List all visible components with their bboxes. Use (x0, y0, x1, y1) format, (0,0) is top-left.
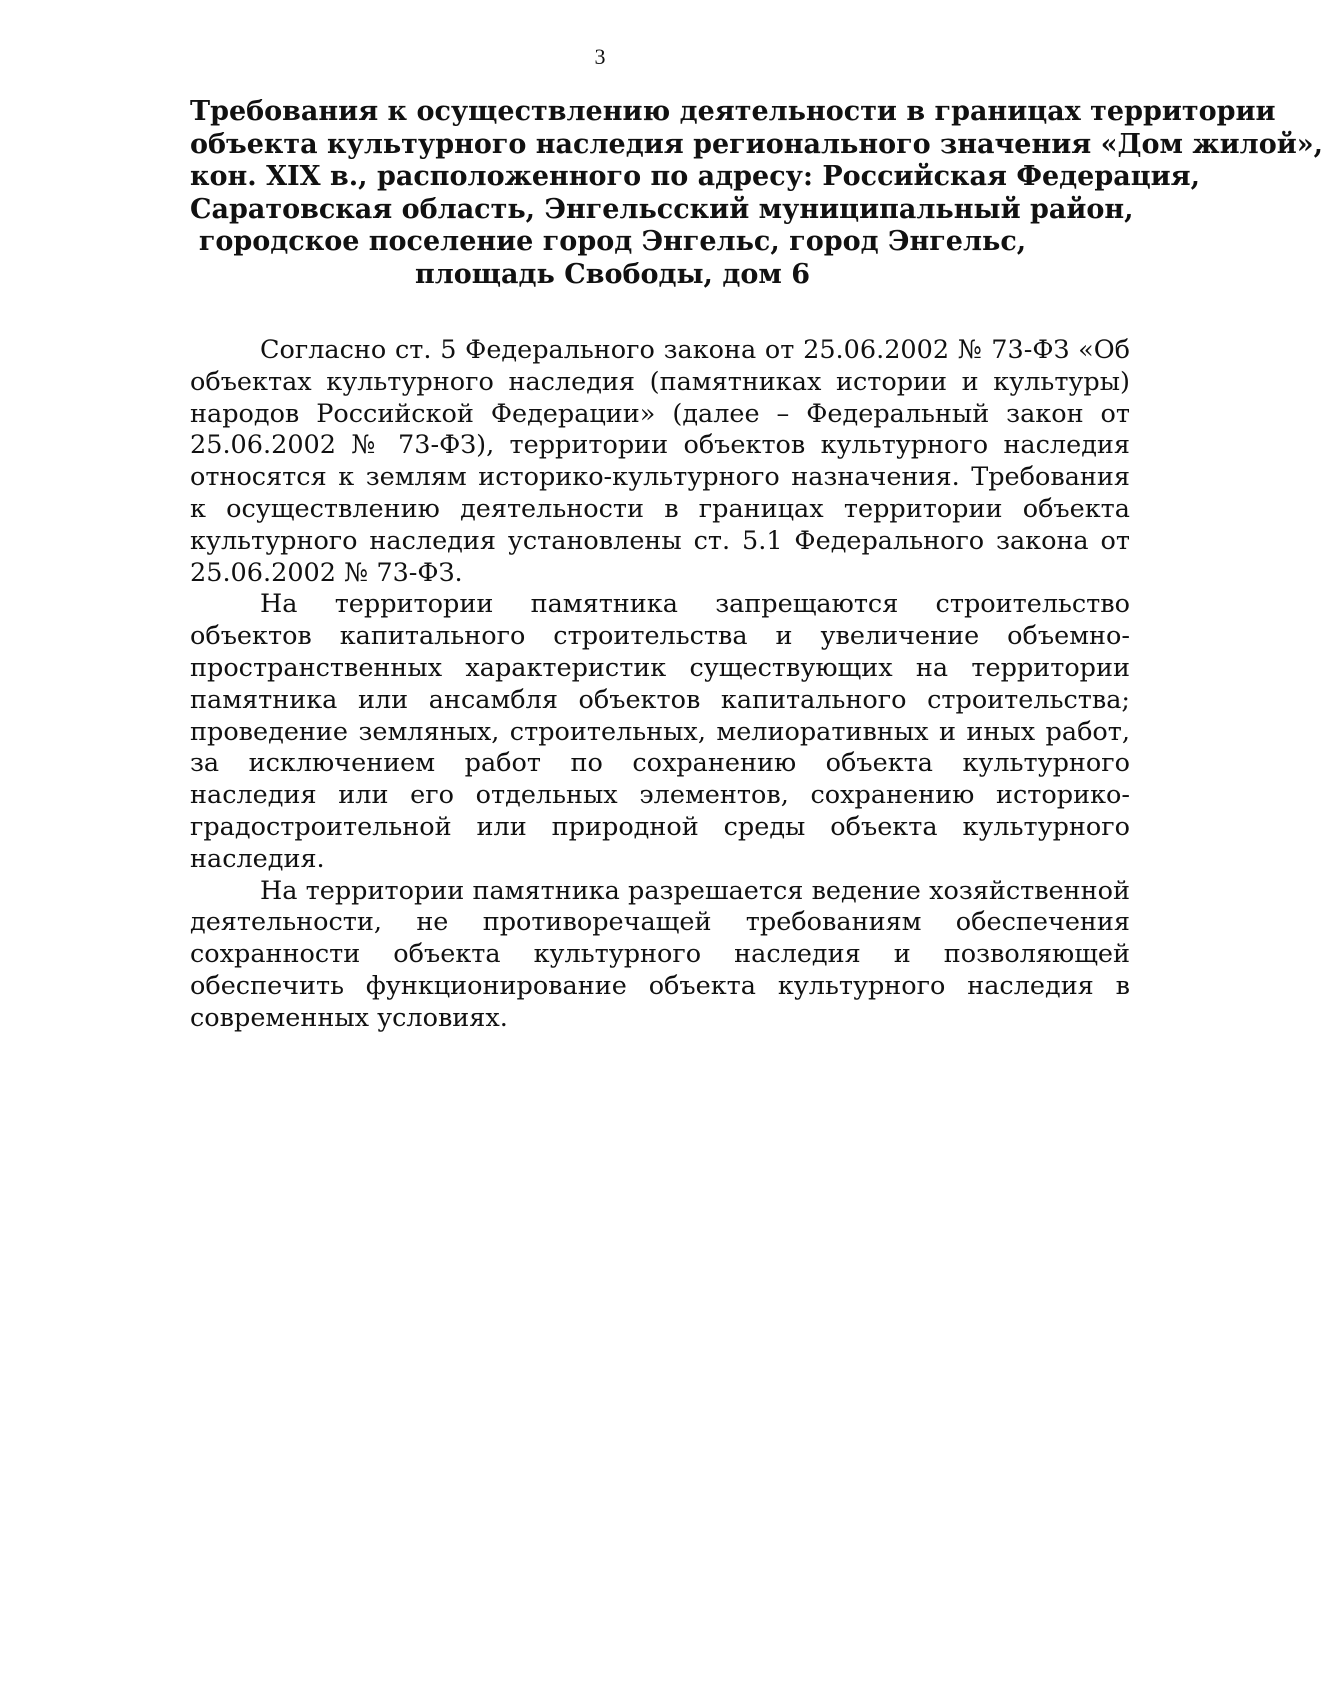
title-line: объекта культурного наследия регионального значения «Дом жилой», (190, 128, 1323, 160)
paragraph: На территории памятника запрещаются строительство объектов капитального строительства и увеличение объемно-пространственных характеристик существующих на территории памятника или ансамбля объектов капитального строительства; проведение земляных, строительных, мелиоративных и иных работ, за исключением работ по сохранению объекта культурного наследия или его отдельных элементов, сохранению историко-градостроительной или природной среды объекта культурного наследия. (190, 589, 1130, 874)
document-body (190, 335, 1130, 1035)
page-number: 3 (594, 44, 606, 69)
paragraph: На территории памятника разрешается ведение хозяйственной деятельности, не противоречащей требованиям обеспечения сохранности объекта культурного наследия и позволяющей обеспечить функционирование объекта культурного наследия в современных условиях. (190, 875, 1130, 1033)
title-line: городское поселение город Энгельс, город Энгельс, (198, 226, 1027, 258)
paragraph: Согласно ст. 5 Федерального закона от 25.06.2002 № 73-ФЗ «Об объектах культурного наследия (памятниках истории и культуры) народов Российской Федерации» (далее – Федеральный закон от 25.06.2002 № 73-ФЗ), территории объектов культурного наследия относятся к землям историко-культурного назначения. Требования к осуществлению деятельности в границах территории объекта культурного наследия установлены ст. 5.1 Федерального закона от 25.06.2002 № 73-ФЗ. (190, 335, 1130, 588)
title-line: Требования к осуществлению деятельности в границах территории (190, 96, 1276, 127)
title-line: Саратовская область, Энгельсский муниципальный район, (190, 193, 1134, 225)
title-line: площадь Свободы, дом 6 (414, 258, 811, 290)
document-title (190, 96, 1323, 292)
title-line: кон. XIX в., расположенного по адресу: Российская Федерация, (190, 161, 1201, 193)
